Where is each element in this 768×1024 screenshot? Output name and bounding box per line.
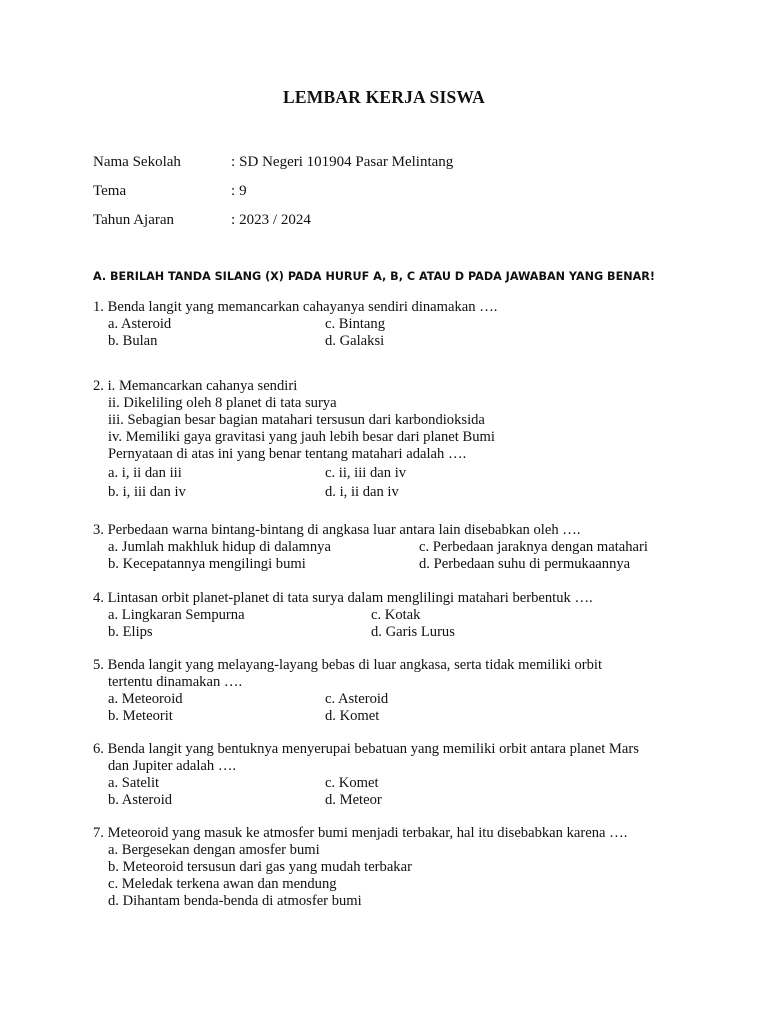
question-number: 2. — [93, 378, 104, 394]
info-value: SD Negeri 101904 Pasar Melintang — [239, 154, 454, 170]
question-line: tertentu dinamakan …. — [108, 674, 243, 690]
option-d[interactable]: d. Meteor — [325, 792, 382, 808]
question-line: iv. Memiliki gaya gravitasi yang jauh lebih besar dari planet Bumi — [108, 429, 495, 445]
question-line: Benda langit yang melayang-layang bebas di luar angkasa, serta tidak memiliki orbit — [107, 657, 603, 673]
question-text — [93, 590, 593, 607]
option-c[interactable]: c. Asteroid — [325, 691, 389, 707]
question-number: 5. — [93, 657, 104, 673]
option-b[interactable]: b. Meteoroid tersusun dari gas yang mudah terbakar — [108, 859, 412, 875]
option-c[interactable]: c. Bintang — [325, 316, 385, 332]
option-a[interactable]: a. Bergesekan dengan amosfer bumi — [108, 842, 320, 858]
option-d[interactable]: d. Komet — [325, 708, 380, 724]
info-label: Nama Sekolah — [93, 154, 181, 170]
option-b[interactable]: b. Asteroid — [108, 792, 173, 808]
option-d[interactable]: d. Garis Lurus — [371, 624, 455, 640]
question-line: dan Jupiter adalah …. — [108, 758, 237, 774]
section-a-heading: A. BERILAH TANDA SILANG (X) PADA HURUF A, B, C ATAU D PADA JAWABAN YANG BENAR! — [93, 270, 655, 283]
option-b[interactable]: b. i, iii dan iv — [108, 484, 186, 500]
option-c[interactable]: c. Kotak — [371, 607, 421, 623]
question-text — [93, 378, 297, 395]
question-number: 7. — [93, 825, 104, 841]
option-d[interactable]: d. Dihantam benda-benda di atmosfer bumi — [108, 893, 362, 909]
question-text — [93, 657, 602, 674]
question-number: 4. — [93, 590, 104, 606]
option-a[interactable]: a. Lingkaran Sempurna — [108, 607, 245, 623]
info-value: 2023 / 2024 — [239, 212, 311, 228]
option-a[interactable]: a. Satelit — [108, 775, 160, 791]
option-a[interactable]: a. i, ii dan iii — [108, 465, 182, 481]
info-value-wrap: : SD Negeri 101904 Pasar Melintang — [231, 154, 454, 170]
question-text — [93, 825, 627, 842]
question-line: i. Memancarkan cahanya sendiri — [107, 378, 298, 394]
question-line: Benda langit yang bentuknya menyerupai bebatuan yang memiliki orbit antara planet Mars — [107, 741, 639, 757]
option-c[interactable]: c. ii, iii dan iv — [325, 465, 407, 481]
option-c[interactable]: c. Komet — [325, 775, 379, 791]
option-d[interactable]: d. Perbedaan suhu di permukaannya — [419, 556, 631, 572]
info-value-wrap: : 9 — [231, 183, 247, 199]
question-line: Lintasan orbit planet-planet di tata surya dalam menglilingi matahari berbentuk …. — [107, 590, 593, 606]
option-d[interactable]: d. Galaksi — [325, 333, 385, 349]
question-number: 6. — [93, 741, 104, 757]
option-c[interactable]: c. Meledak terkena awan dan mendung — [108, 876, 337, 892]
question-text — [93, 522, 581, 539]
option-a[interactable]: a. Jumlah makhluk hidup di dalamnya — [108, 539, 331, 555]
option-b[interactable]: b. Elips — [108, 624, 153, 640]
option-b[interactable]: b. Kecepatannya mengilingi bumi — [108, 556, 306, 572]
option-b[interactable]: b. Bulan — [108, 333, 158, 349]
option-a[interactable]: a. Meteoroid — [108, 691, 183, 707]
question-line: Benda langit yang memancarkan cahayanya sendiri dinamakan …. — [107, 299, 498, 315]
question-line: iii. Sebagian besar bagian matahari tersusun dari karbondioksida — [108, 412, 485, 428]
info-label: Tahun Ajaran — [93, 212, 175, 228]
page-title: LEMBAR KERJA SISWA — [283, 87, 485, 107]
question-line: Meteoroid yang masuk ke atmosfer bumi menjadi terbakar, hal itu disebabkan karena …. — [107, 825, 628, 841]
question-line: ii. Dikeliling oleh 8 planet di tata surya — [108, 395, 337, 411]
option-a[interactable]: a. Asteroid — [108, 316, 172, 332]
info-value-wrap: : 2023 / 2024 — [231, 212, 311, 228]
question-text — [93, 299, 497, 316]
question-text — [93, 741, 639, 758]
option-c[interactable]: c. Perbedaan jaraknya dengan matahari — [419, 539, 648, 555]
option-d[interactable]: d. i, ii dan iv — [325, 484, 399, 500]
info-value: 9 — [239, 183, 247, 199]
question-number: 1. — [93, 299, 104, 315]
question-number: 3. — [93, 522, 104, 538]
option-b[interactable]: b. Meteorit — [108, 708, 173, 724]
question-line: Pernyataan di atas ini yang benar tentang matahari adalah …. — [108, 446, 467, 462]
info-label: Tema — [93, 183, 127, 199]
question-line: Perbedaan warna bintang-bintang di angkasa luar antara lain disebabkan oleh …. — [107, 522, 581, 538]
